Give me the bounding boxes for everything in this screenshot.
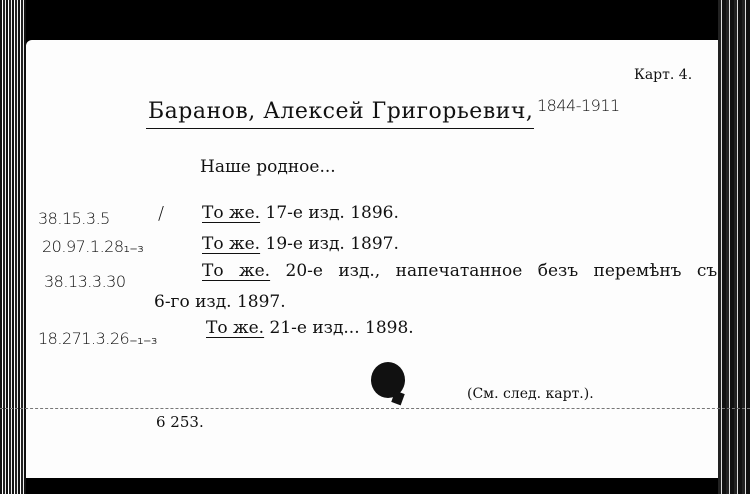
edition-entry [206, 318, 414, 338]
work-title: Наше родное... [200, 157, 336, 177]
edition-prefix: То же. [206, 318, 265, 338]
author-dates: 1844-1911 [537, 96, 620, 115]
author-underline [146, 128, 534, 129]
punch-hole-icon [371, 362, 405, 398]
inventory-number: 6 253. [156, 413, 204, 431]
card-left-edge-shadow [0, 0, 26, 494]
edition-continuation: 6-го изд. 1897. [154, 292, 286, 312]
see-next-card: (См. след. карт.). [467, 386, 594, 402]
edition-prefix: То же. [202, 203, 261, 223]
edition-entry [202, 261, 717, 281]
edition-prefix: То же. [202, 234, 261, 254]
edition-text: 19-е изд. 1897. [260, 234, 399, 254]
edition-prefix: То же. [202, 261, 271, 281]
card-number: Карт. 4. [634, 67, 693, 83]
author-heading: Баранов, Алексей Григорьевич, [148, 99, 534, 124]
edition-entry [202, 234, 399, 254]
checkmark-icon: / [158, 203, 164, 224]
edition-text: 21-е изд... 1898. [264, 318, 414, 338]
scan-dotted-line [0, 408, 750, 410]
call-number: 38.15.3.5 [38, 209, 110, 228]
card-right-edge-shadow [718, 0, 750, 494]
call-number: 20.97.1.28₁₋₃ [42, 237, 144, 256]
edition-text: 20-е изд., напечатанное безъ перемѣнъ съ [270, 261, 718, 281]
call-number: 18.271.3.26₋₁₋₃ [38, 329, 157, 348]
edition-entry [202, 203, 399, 223]
call-number: 38.13.3.30 [44, 272, 126, 291]
edition-text: 17-е изд. 1896. [260, 203, 399, 223]
